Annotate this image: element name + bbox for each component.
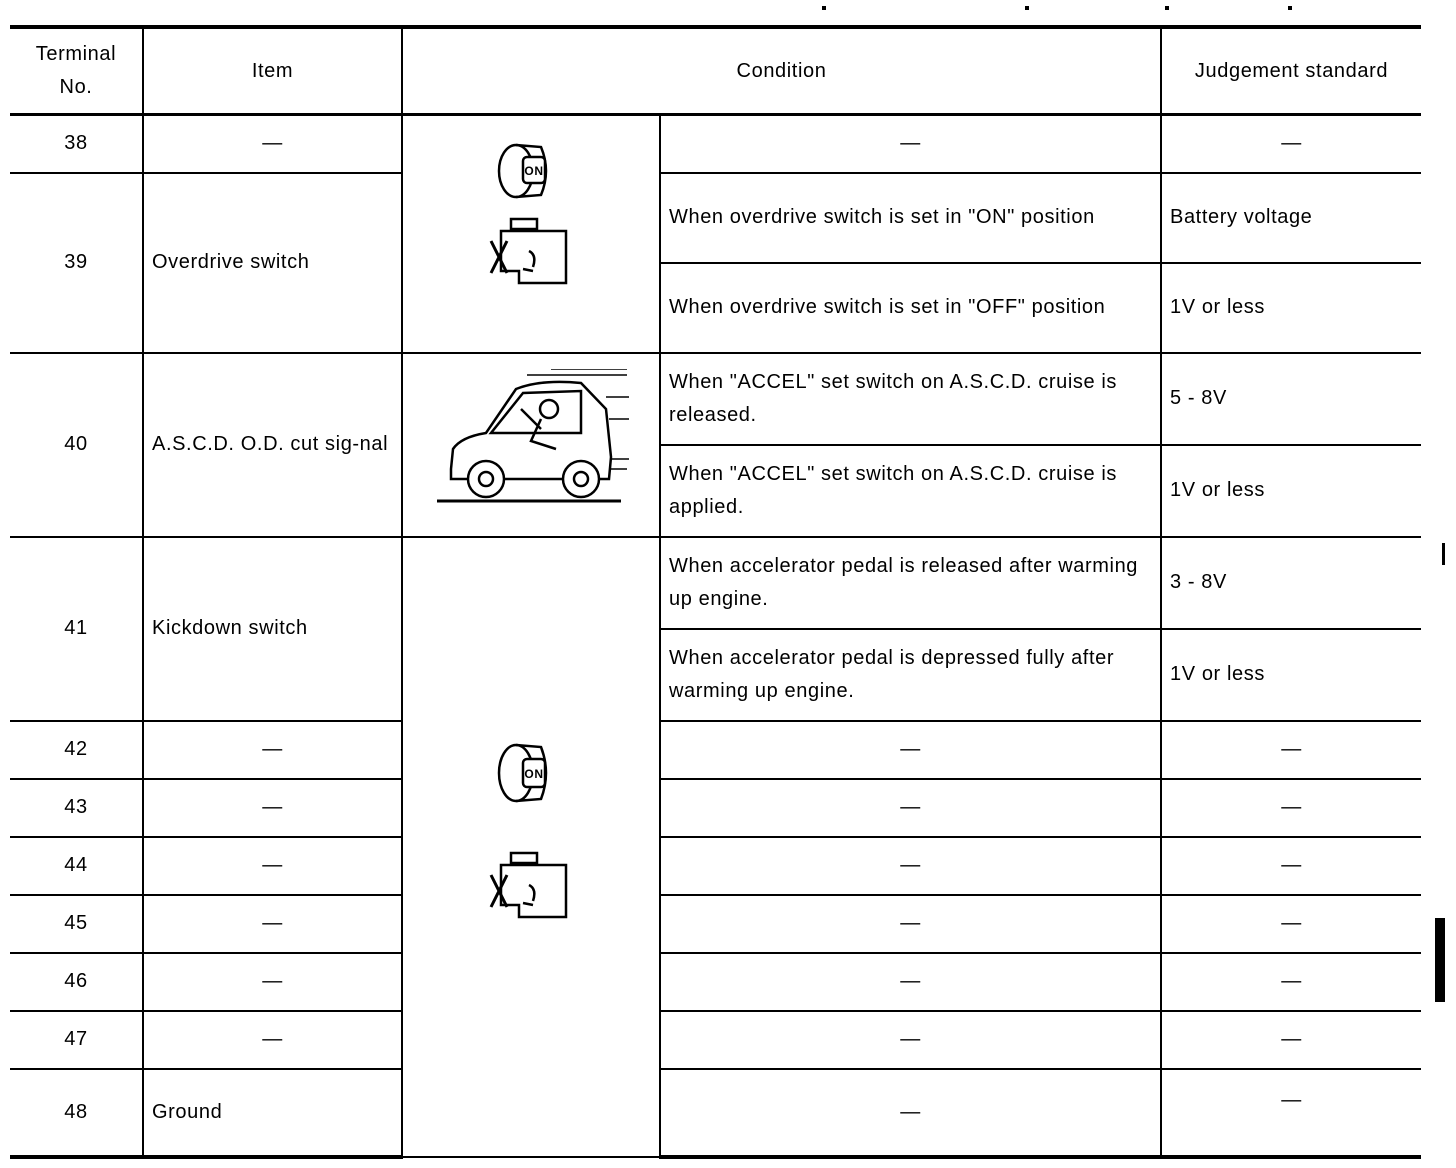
scan-mark (822, 6, 826, 10)
table-row (10, 953, 1421, 1011)
judgement-value: — (1161, 895, 1421, 953)
ignition-on-engine-running-icon (471, 741, 591, 941)
table-row (10, 353, 1421, 445)
terminal-number: 44 (10, 837, 143, 895)
driving-car-icon (431, 369, 631, 509)
judgement-value: — (1161, 721, 1421, 779)
condition-text: When overdrive switch is set in "ON" position (660, 173, 1161, 263)
item-name: Kickdown switch (143, 537, 402, 721)
ignition-key-on-icon (499, 145, 546, 197)
table-row (10, 537, 1421, 629)
ignition-key-on-icon (499, 745, 546, 801)
judgement-value: 1V or less (1161, 263, 1421, 353)
judgement-value: 3 - 8V (1161, 537, 1421, 629)
judgement-value: Battery voltage (1161, 173, 1421, 263)
condition-icon-cell (402, 353, 660, 537)
header-judgement: Judgement standard (1161, 27, 1421, 115)
item-name: — (143, 115, 402, 173)
table-header-row (10, 27, 1421, 115)
judgement-value: — (1161, 779, 1421, 837)
item-name: — (143, 779, 402, 837)
table-row (10, 895, 1421, 953)
table-row (10, 173, 1421, 263)
terminal-number: 38 (10, 115, 143, 173)
scan-mark (1025, 6, 1029, 10)
terminal-number: 40 (10, 353, 143, 537)
ignition-on-engine-running-icon (471, 143, 591, 313)
terminal-number: 45 (10, 895, 143, 953)
terminal-number: 39 (10, 173, 143, 353)
table-row (10, 1069, 1421, 1157)
condition-text: — (660, 895, 1161, 953)
condition-text: — (660, 721, 1161, 779)
header-terminal: Terminal No. (10, 27, 143, 115)
item-name: — (143, 721, 402, 779)
scan-mark (1288, 6, 1292, 10)
item-name: A.S.C.D. O.D. cut sig-nal (143, 353, 402, 537)
terminal-number: 41 (10, 537, 143, 721)
item-name: — (143, 837, 402, 895)
item-name: — (143, 895, 402, 953)
table-row (10, 779, 1421, 837)
svg-text:ON: ON (524, 767, 544, 781)
condition-text: — (660, 953, 1161, 1011)
header-condition: Condition (402, 27, 1161, 115)
item-name: Ground (143, 1069, 402, 1157)
judgement-value: — (1161, 115, 1421, 173)
condition-text: — (660, 1011, 1161, 1069)
judgement-value: — (1161, 837, 1421, 895)
svg-text:ON: ON (524, 164, 544, 179)
condition-icon-cell (402, 537, 660, 1157)
condition-text: When "ACCEL" set switch on A.S.C.D. cruise is released. (660, 353, 1161, 445)
condition-text: — (660, 837, 1161, 895)
engine-running-icon (491, 853, 566, 917)
table-row (10, 115, 1421, 173)
terminal-number: 46 (10, 953, 143, 1011)
table-row (10, 837, 1421, 895)
item-name: Overdrive switch (143, 173, 402, 353)
condition-text: When overdrive switch is set in "OFF" position (660, 263, 1161, 353)
terminal-number: 47 (10, 1011, 143, 1069)
terminal-number: 48 (10, 1069, 143, 1157)
judgement-value: — (1161, 953, 1421, 1011)
terminal-spec-table (10, 25, 1421, 1159)
condition-text: When accelerator pedal is released after warming up engine. (660, 537, 1161, 629)
judgement-value: — (1161, 1069, 1421, 1157)
condition-icon-cell (402, 115, 660, 353)
engine-running-icon (491, 219, 566, 283)
condition-text: — (660, 1069, 1161, 1157)
table-row (10, 721, 1421, 779)
scan-mark (1165, 6, 1169, 10)
condition-text: — (660, 779, 1161, 837)
margin-mark (1442, 543, 1445, 565)
table-row (10, 1011, 1421, 1069)
header-item: Item (143, 27, 402, 115)
terminal-number: 43 (10, 779, 143, 837)
item-name: — (143, 1011, 402, 1069)
section-index-tab (1435, 918, 1445, 1002)
item-name: — (143, 953, 402, 1011)
judgement-value: 5 - 8V (1161, 353, 1421, 445)
condition-text: When "ACCEL" set switch on A.S.C.D. cruise is applied. (660, 445, 1161, 537)
terminal-number: 42 (10, 721, 143, 779)
judgement-value: 1V or less (1161, 629, 1421, 721)
judgement-value: — (1161, 1011, 1421, 1069)
condition-text: — (660, 115, 1161, 173)
condition-text: When accelerator pedal is depressed fully after warming up engine. (660, 629, 1161, 721)
judgement-value: 1V or less (1161, 445, 1421, 537)
